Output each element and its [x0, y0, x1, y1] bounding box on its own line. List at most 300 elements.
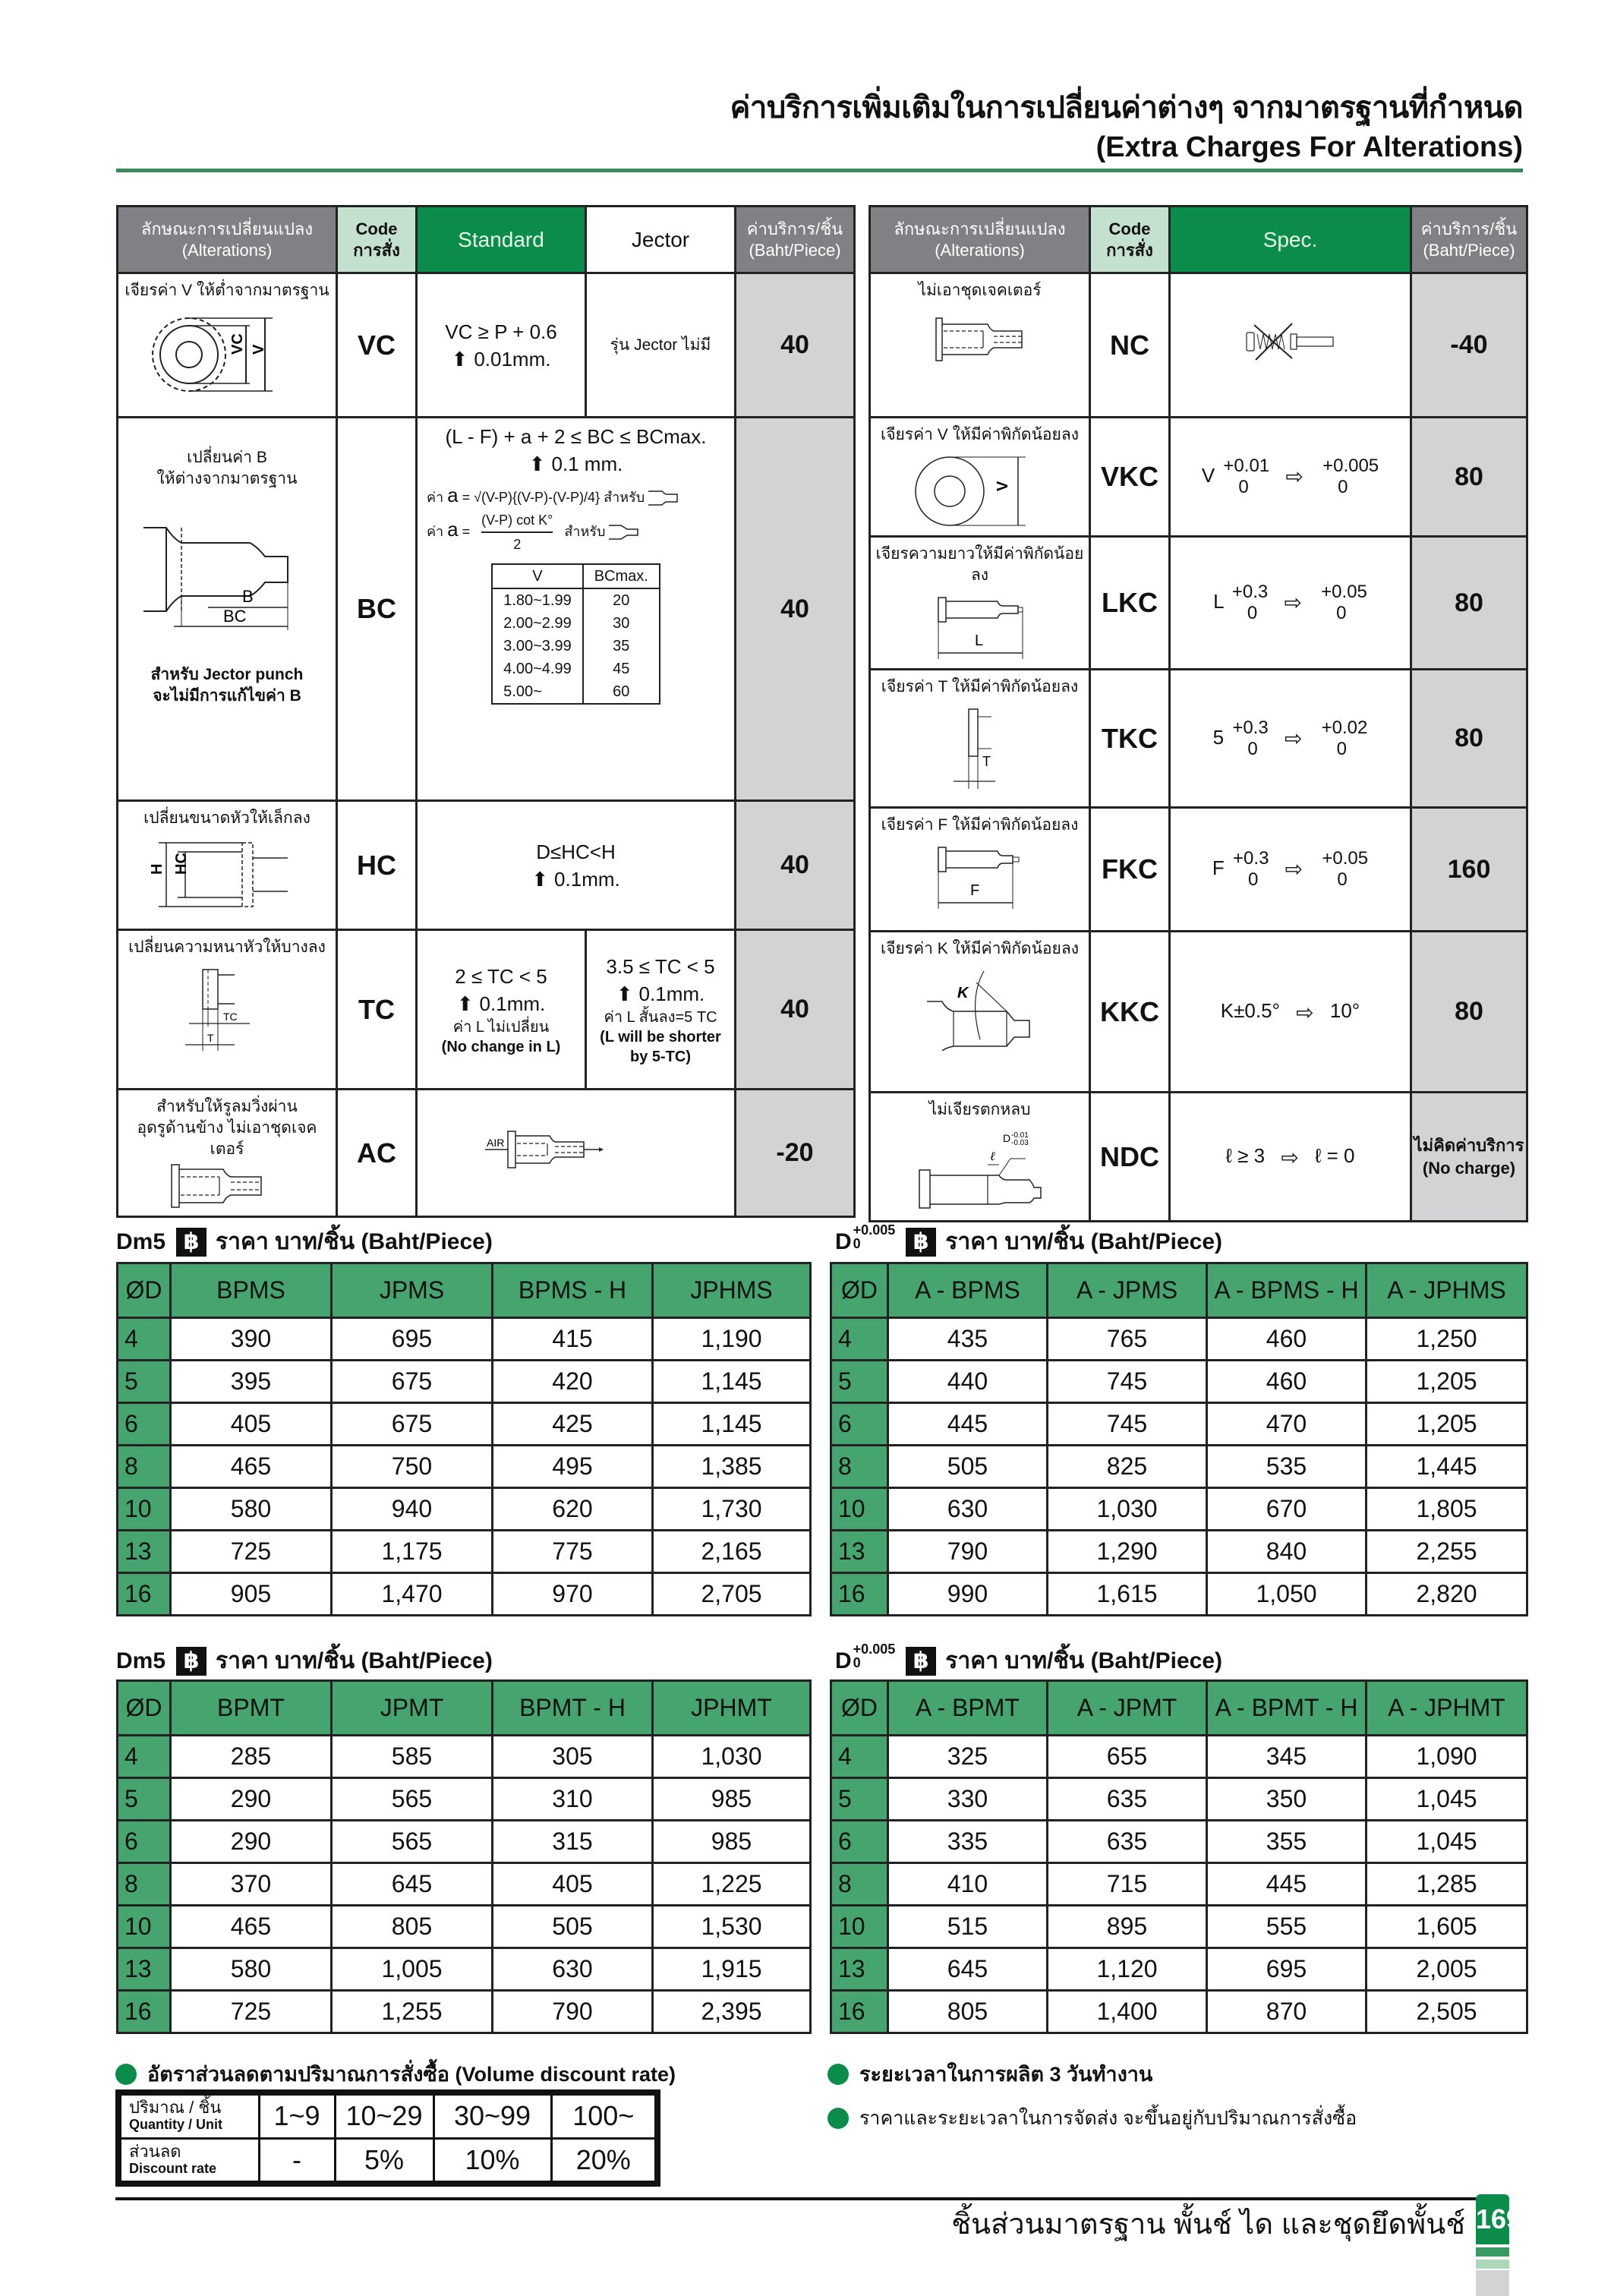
table-row: [118, 273, 855, 418]
table-row: [118, 1090, 855, 1217]
price-cell: 745: [1048, 1361, 1207, 1403]
table-row: [870, 670, 1527, 808]
price-cell: 990: [888, 1573, 1048, 1616]
table-row: [870, 273, 1527, 418]
col-model: A - BPMT - H: [1207, 1681, 1367, 1736]
price-cell: 790: [888, 1531, 1048, 1573]
price-cell: 805: [332, 1906, 493, 1948]
price-cell: 870: [1207, 1991, 1367, 2033]
qty-label: ปริมาณ / ชิ้น Quantity / Unit: [118, 2093, 259, 2138]
price-cell: 1,205: [1367, 1403, 1527, 1446]
alteration-desc: [870, 418, 1090, 537]
price-cell: 345: [1207, 1736, 1367, 1778]
diameter-cell: 10: [118, 1906, 171, 1948]
alteration-code: VC: [337, 273, 417, 418]
price-cell: 675: [332, 1403, 493, 1446]
bcmax-table: [491, 563, 660, 705]
spec: [1170, 808, 1411, 932]
spec: [1170, 537, 1411, 670]
price-cell: 620: [493, 1488, 653, 1531]
hollow-right-arrow-icon: ⇨: [1281, 1145, 1299, 1169]
standard-spec: [417, 930, 586, 1090]
qty-cell: 1~9: [259, 2093, 335, 2138]
price-cell: 1,030: [653, 1736, 811, 1778]
spec-from: K±0.5°: [1220, 999, 1280, 1023]
alteration-price: 80: [1411, 670, 1527, 808]
col-model: A - JPHMS: [1367, 1263, 1527, 1318]
svg-text:B: B: [242, 587, 254, 606]
price-cell: 725: [171, 1531, 332, 1573]
price-cell: 310: [493, 1778, 653, 1821]
bcmax-value: 20: [583, 588, 660, 612]
price-caption-tol-1: D +0.005 0 ฿ ราคา บาท/ชิ้น (Baht/Piece): [835, 1224, 1222, 1260]
spec-formula: VC ≥ P + 0.6: [445, 320, 557, 343]
price-cell: 985: [653, 1778, 811, 1821]
price-cell: 1,145: [653, 1361, 811, 1403]
price-cell: 2,005: [1367, 1948, 1527, 1991]
col-price: ค่าบริการ/ชิ้น (Baht/Piece): [1411, 207, 1527, 273]
spec: [1170, 418, 1411, 537]
svg-text:F: F: [969, 882, 979, 899]
col-code: Code การสั่ง: [1090, 207, 1170, 273]
diameter-cell: 6: [118, 1821, 171, 1863]
spec-to: ℓ = 0: [1315, 1144, 1355, 1168]
alteration-code: FKC: [1090, 808, 1170, 932]
price-cell: 1,915: [653, 1948, 811, 1991]
bc-diagram-icon: [136, 520, 318, 634]
alteration-desc: [118, 1090, 337, 1217]
price-cell: 1,045: [1367, 1821, 1527, 1863]
table-row: [831, 1778, 1527, 1821]
rate-cell: 5%: [335, 2138, 433, 2184]
price-cell: 330: [888, 1778, 1048, 1821]
svg-text:-0.01: -0.01: [1010, 1131, 1029, 1140]
svg-text:BC: BC: [223, 607, 247, 626]
diameter-cell: 13: [831, 1948, 888, 1991]
green-bullet-icon: [827, 2108, 849, 2129]
alteration-desc: [870, 537, 1090, 670]
table-row: [118, 418, 855, 801]
diameter-cell: 5: [831, 1778, 888, 1821]
table-row: [118, 1863, 811, 1906]
formula-a-cot: ค่า a = $\frac{\text{(V-P) cot K°}}{2}$ สำหรับ: [418, 509, 734, 556]
bcmax-v: 1.80~1.99: [492, 588, 583, 612]
price-cell: 415: [493, 1318, 653, 1361]
price-cell: 585: [332, 1736, 493, 1778]
page-number: 169: [1476, 2194, 1509, 2244]
price-cell: 645: [332, 1863, 493, 1906]
col-diameter: ØD: [118, 1681, 171, 1736]
alteration-code: HC: [337, 801, 417, 930]
price-cell: 535: [1207, 1446, 1367, 1488]
discount-qty-row: [118, 2093, 657, 2138]
alteration-code: VKC: [1090, 418, 1170, 537]
bcmax-value: 35: [583, 635, 660, 658]
diameter-cell: 16: [831, 1573, 888, 1616]
price-cell: 1,190: [653, 1318, 811, 1361]
desc-text: เจียรค่า F ให้มีค่าพิกัดน้อยลง: [881, 816, 1079, 834]
up-arrow-icon: ⬆: [616, 982, 633, 1005]
alteration-desc: [118, 273, 337, 418]
price-cell: 1,005: [332, 1948, 493, 1991]
spec-var: F: [1212, 856, 1225, 879]
price-cell: 895: [1048, 1906, 1207, 1948]
price-cell: 1,400: [1048, 1991, 1207, 2033]
bcmax-v: 4.00~4.99: [492, 658, 583, 680]
bcmax-row: [492, 658, 660, 680]
price-header-row: [831, 1263, 1527, 1318]
price-cell: 420: [493, 1361, 653, 1403]
price-cell: 1,385: [653, 1446, 811, 1488]
svg-text:TC: TC: [223, 1011, 238, 1023]
price-cell: 505: [888, 1446, 1048, 1488]
col-model: A - BPMT: [888, 1681, 1048, 1736]
tolerance-to: +0.02 0: [1321, 717, 1368, 759]
alteration-code: BC: [337, 418, 417, 801]
price-note: ราคาและระยะเวลาในการจัดส่ง จะขึ้นอยู่กับปริมาณการสั่งซื้อ: [827, 2103, 1357, 2134]
svg-text:-0.03: -0.03: [1010, 1139, 1029, 1147]
price-cell: 725: [171, 1991, 332, 2033]
alteration-desc: [118, 930, 337, 1090]
diameter-cell: 16: [118, 1991, 171, 2033]
price-cell: 405: [493, 1863, 653, 1906]
price-cell: 630: [888, 1488, 1048, 1531]
diameter-cell: 4: [831, 1318, 888, 1361]
bcmax-row: [492, 635, 660, 658]
col-model: JPMS: [332, 1263, 493, 1318]
price-cell: 460: [1207, 1318, 1367, 1361]
price-cell: 565: [332, 1821, 493, 1863]
rate-label: ส่วนลด Discount rate: [118, 2138, 259, 2184]
diameter-cell: 6: [831, 1403, 888, 1446]
price-cell: 635: [1048, 1821, 1207, 1863]
alteration-price: 40: [736, 801, 855, 930]
bcmax-value: 60: [583, 680, 660, 704]
price-cell: 670: [1207, 1488, 1367, 1531]
price-cell: 445: [888, 1403, 1048, 1446]
col-code: Code การสั่ง: [337, 207, 417, 273]
table-row: [831, 1991, 1527, 2033]
desc-note: สำหรับ Jector punch: [150, 666, 304, 683]
price-cell: 765: [1048, 1318, 1207, 1361]
fkc-diagram-icon: [931, 844, 1029, 912]
spec-step: ⬆ 0.1mm.: [418, 866, 734, 893]
price-cell: 290: [171, 1821, 332, 1863]
spec-step: ⬆ 0.1mm.: [418, 990, 585, 1017]
alteration-price: 80: [1411, 418, 1527, 537]
price-cell: 1,255: [332, 1991, 493, 2033]
footer-section-title: ชิ้นส่วนมาตรฐาน พั้นช์ ได และชุดยึดพั้นช์: [951, 2209, 1465, 2241]
price-cell: 395: [171, 1361, 332, 1403]
price-cell: 580: [171, 1488, 332, 1531]
price-cell: 745: [1048, 1403, 1207, 1446]
up-arrow-icon: ⬆: [528, 453, 546, 475]
price-cell: 1,530: [653, 1906, 811, 1948]
spec-note: by 5-TC): [630, 1048, 691, 1065]
table-row: [831, 1488, 1527, 1531]
alteration-price: ไม่คิดค่าบริการ (No charge): [1411, 1093, 1527, 1222]
green-bullet-icon: [115, 2064, 137, 2085]
step-punch-icon: [648, 490, 679, 506]
price-cell: 315: [493, 1821, 653, 1863]
desc-text: เจียรค่า V ให้มีค่าพิกัดน้อยลง: [881, 426, 1079, 443]
svg-text:H: H: [149, 863, 165, 875]
ndc-diagram-icon: [916, 1128, 1045, 1212]
tolerance-to: +0.05 0: [1322, 848, 1369, 890]
table-row: [831, 1948, 1527, 1991]
taper-punch-icon: [609, 524, 639, 541]
baht-icon: ฿: [906, 1228, 936, 1257]
svg-text:HC: HC: [173, 853, 190, 875]
svg-text:V: V: [994, 481, 1011, 491]
table-header-row: [118, 207, 855, 273]
qty-cell: 30~99: [433, 2093, 551, 2138]
svg-text:T: T: [207, 1032, 214, 1044]
hollow-right-arrow-icon: ⇨: [1296, 1000, 1314, 1024]
vkc-diagram-icon: [912, 453, 1048, 529]
col-diameter: ØD: [831, 1263, 888, 1318]
price-cell: 1,445: [1367, 1446, 1527, 1488]
price-cell: 715: [1048, 1863, 1207, 1906]
table-row: [118, 1778, 811, 1821]
alteration-price: 40: [736, 930, 855, 1090]
spec-note: (No change in L): [441, 1038, 561, 1055]
tolerance-to: +0.005 0: [1322, 456, 1379, 497]
table-row: [118, 1318, 811, 1361]
bcmax-row: [492, 680, 660, 704]
alteration-price: 40: [736, 273, 855, 418]
bcmax-header-bcmax: BCmax.: [583, 564, 660, 588]
footer-divider: [115, 2197, 1476, 2200]
alteration-desc: [870, 1093, 1090, 1222]
desc-text: เปลี่ยนค่า B: [187, 449, 267, 466]
standard-spec: [417, 418, 736, 801]
table-row: [118, 1906, 811, 1948]
price-cell: 1,615: [1048, 1573, 1207, 1616]
alteration-desc: [870, 273, 1090, 418]
svg-text:VC: VC: [229, 333, 246, 355]
table-row: [870, 1093, 1527, 1222]
price-cell: 2,705: [653, 1573, 811, 1616]
left-alterations-table: [116, 205, 856, 1218]
hollow-right-arrow-icon: ⇨: [1284, 591, 1302, 614]
alteration-code: NDC: [1090, 1093, 1170, 1222]
price-table-bpms: [116, 1262, 812, 1616]
desc-text: เจียรค่า T ให้มีค่าพิกัดน้อยลง: [881, 678, 1079, 695]
price-cell: 1,175: [332, 1531, 493, 1573]
price-caption-dm5-2: Dm5 ฿ ราคา บาท/ชิ้น (Baht/Piece): [116, 1643, 493, 1679]
air-label: AIR: [486, 1137, 504, 1149]
price-cell: 750: [332, 1446, 493, 1488]
baht-icon: ฿: [176, 1228, 206, 1257]
desc-text: ให้ต่างจากมาตรฐาน: [156, 470, 298, 487]
spec-from: ℓ ≥ 3: [1225, 1144, 1266, 1168]
price-cell: 2,820: [1367, 1573, 1527, 1616]
table-row: [870, 537, 1527, 670]
price-caption-tol-2: D +0.005 0 ฿ ราคา บาท/ชิ้น (Baht/Piece): [835, 1643, 1222, 1679]
hc-diagram-icon: [136, 837, 318, 913]
col-model: A - JPMS: [1048, 1263, 1207, 1318]
price-cell: 405: [171, 1403, 332, 1446]
alteration-price: 40: [736, 418, 855, 801]
discount-title: อัตราส่วนลดตามปริมาณการสั่งซื้อ (Volume discount rate): [115, 2058, 676, 2090]
tolerance-from: +0.3 0: [1231, 582, 1269, 623]
col-price: ค่าบริการ/ชิ้น (Baht/Piece): [736, 207, 855, 273]
alteration-code: AC: [337, 1090, 417, 1217]
alteration-price: 160: [1411, 808, 1527, 932]
price-cell: 1,290: [1048, 1531, 1207, 1573]
diameter-cell: 13: [118, 1531, 171, 1573]
price-table-a-bpms: [830, 1262, 1528, 1616]
bcmax-row: [492, 588, 660, 612]
table-row: [831, 1318, 1527, 1361]
page-tab-stripe: [1476, 2247, 1509, 2257]
page-tab-stripe: [1476, 2260, 1509, 2269]
spec-formula: 2 ≤ TC < 5: [455, 964, 547, 988]
svg-text:V: V: [251, 344, 267, 355]
price-cell: 355: [1207, 1821, 1367, 1863]
table-row: [831, 1736, 1527, 1778]
discount-rate-row: [118, 2138, 657, 2184]
jector-spec: [586, 930, 736, 1090]
table-row: [870, 418, 1527, 537]
hollow-right-arrow-icon: ⇨: [1285, 857, 1303, 881]
price-cell: 515: [888, 1906, 1048, 1948]
desc-text: เจียรค่า V ให้ต่ำจากมาตรฐาน: [125, 282, 329, 299]
price-cell: 290: [171, 1778, 332, 1821]
alteration-desc: [118, 418, 337, 801]
table-row: [118, 1736, 811, 1778]
diameter-cell: 4: [118, 1736, 171, 1778]
price-table-bpmt: [116, 1679, 812, 2034]
price-cell: 350: [1207, 1778, 1367, 1821]
price-cell: 305: [493, 1736, 653, 1778]
hollow-right-arrow-icon: ⇨: [1285, 465, 1303, 488]
bcmax-header-v: V: [492, 564, 583, 588]
table-row: [831, 1446, 1527, 1488]
price-table-a-bpmt: [830, 1679, 1528, 2034]
price-cell: 470: [1207, 1403, 1367, 1446]
diameter-cell: 8: [831, 1446, 888, 1488]
lkc-diagram-icon: [931, 594, 1029, 662]
price-cell: 1,225: [653, 1863, 811, 1906]
bcmax-value: 30: [583, 612, 660, 635]
table-row: [118, 1948, 811, 1991]
page-title-th: ค่าบริการเพิ่มเติมในการเปลี่ยนค่าต่างๆ จากมาตรฐานที่กำหนด: [730, 91, 1523, 125]
diameter-cell: 6: [831, 1821, 888, 1863]
diameter-cell: 6: [118, 1403, 171, 1446]
price-cell: 645: [888, 1948, 1048, 1991]
diameter-cell: 10: [831, 1906, 888, 1948]
price-cell: 465: [171, 1446, 332, 1488]
desc-text: เจียรความยาวให้มีค่าพิกัดน้อยลง: [875, 545, 1084, 584]
col-model: BPMS: [171, 1263, 332, 1318]
price-cell: 390: [171, 1318, 332, 1361]
price-cell: 1,470: [332, 1573, 493, 1616]
alteration-price: -20: [736, 1090, 855, 1217]
col-alterations: ลักษณะการเปลี่ยนแปลง (Alterations): [118, 207, 337, 273]
price-header-row: [118, 1263, 811, 1318]
diameter-cell: 8: [831, 1863, 888, 1906]
bcmax-row: [492, 612, 660, 635]
table-row: [118, 1821, 811, 1863]
price-cell: 565: [332, 1778, 493, 1821]
table-row: [118, 1488, 811, 1531]
table-row: [118, 1403, 811, 1446]
price-cell: 2,395: [653, 1991, 811, 2033]
diameter-cell: 16: [831, 1991, 888, 2033]
price-cell: 675: [332, 1361, 493, 1403]
price-cell: 1,205: [1367, 1361, 1527, 1403]
price-cell: 695: [332, 1318, 493, 1361]
price-cell: 1,090: [1367, 1736, 1527, 1778]
price-cell: 790: [493, 1991, 653, 2033]
desc-text: อุดรูด้านข้าง ไม่เอาชุดเจคเตอร์: [137, 1119, 317, 1158]
price-cell: 370: [171, 1863, 332, 1906]
diameter-cell: 8: [118, 1863, 171, 1906]
diameter-cell: 13: [118, 1948, 171, 1991]
price-cell: 2,505: [1367, 1991, 1527, 2033]
green-bullet-icon: [827, 2064, 849, 2085]
spec-var: L: [1213, 589, 1224, 613]
diameter-cell: 13: [831, 1531, 888, 1573]
price-cell: 775: [493, 1531, 653, 1573]
col-model: A - BPMS: [888, 1263, 1048, 1318]
spec: [1170, 1093, 1411, 1222]
desc-text: สำหรับให้รูลมวิ่งผ่าน: [156, 1098, 298, 1115]
spec-to: 10°: [1329, 999, 1360, 1023]
price-cell: 970: [493, 1573, 653, 1616]
formula-a-sqrt: ค่า a = √(V-P){(V-P)-(V-P)/4} สำหรับ: [418, 484, 734, 509]
price-cell: 425: [493, 1403, 653, 1446]
spec: [1170, 932, 1411, 1093]
price-cell: 1,050: [1207, 1573, 1367, 1616]
desc-text: เปลี่ยนความหนาหัวให้บางลง: [128, 938, 326, 956]
alteration-code: KKC: [1090, 932, 1170, 1093]
col-model: A - JPHMT: [1367, 1681, 1527, 1736]
price-cell: 1,730: [653, 1488, 811, 1531]
baht-icon: ฿: [906, 1647, 936, 1676]
table-row: [118, 1573, 811, 1616]
col-jector: Jector: [586, 207, 736, 273]
rate-cell: 10%: [433, 2138, 551, 2184]
alteration-code: LKC: [1090, 537, 1170, 670]
ac-diagram-icon: [170, 1163, 284, 1209]
price-header-row: [118, 1681, 811, 1736]
price-cell: 1,030: [1048, 1488, 1207, 1531]
svg-text:ℓ: ℓ: [989, 1150, 995, 1163]
table-row: [831, 1863, 1527, 1906]
table-row: [118, 801, 855, 930]
svg-text:D: D: [1002, 1132, 1010, 1144]
right-alterations-table: [868, 205, 1528, 1222]
qty-cell: 100~: [551, 2093, 657, 2138]
alteration-code: TKC: [1090, 670, 1170, 808]
up-arrow-icon: ⬆: [456, 992, 474, 1015]
table-row: [118, 930, 855, 1090]
table-row: [831, 1531, 1527, 1573]
diameter-cell: 5: [118, 1778, 171, 1821]
col-model: JPHMT: [653, 1681, 811, 1736]
col-spec: Spec.: [1170, 207, 1411, 273]
diameter-cell: 8: [118, 1446, 171, 1488]
tc-diagram-icon: [174, 966, 280, 1057]
price-cell: 580: [171, 1948, 332, 1991]
svg-text:T: T: [982, 754, 991, 769]
price-cell: 505: [493, 1906, 653, 1948]
col-diameter: ØD: [118, 1263, 171, 1318]
price-cell: 1,805: [1367, 1488, 1527, 1531]
